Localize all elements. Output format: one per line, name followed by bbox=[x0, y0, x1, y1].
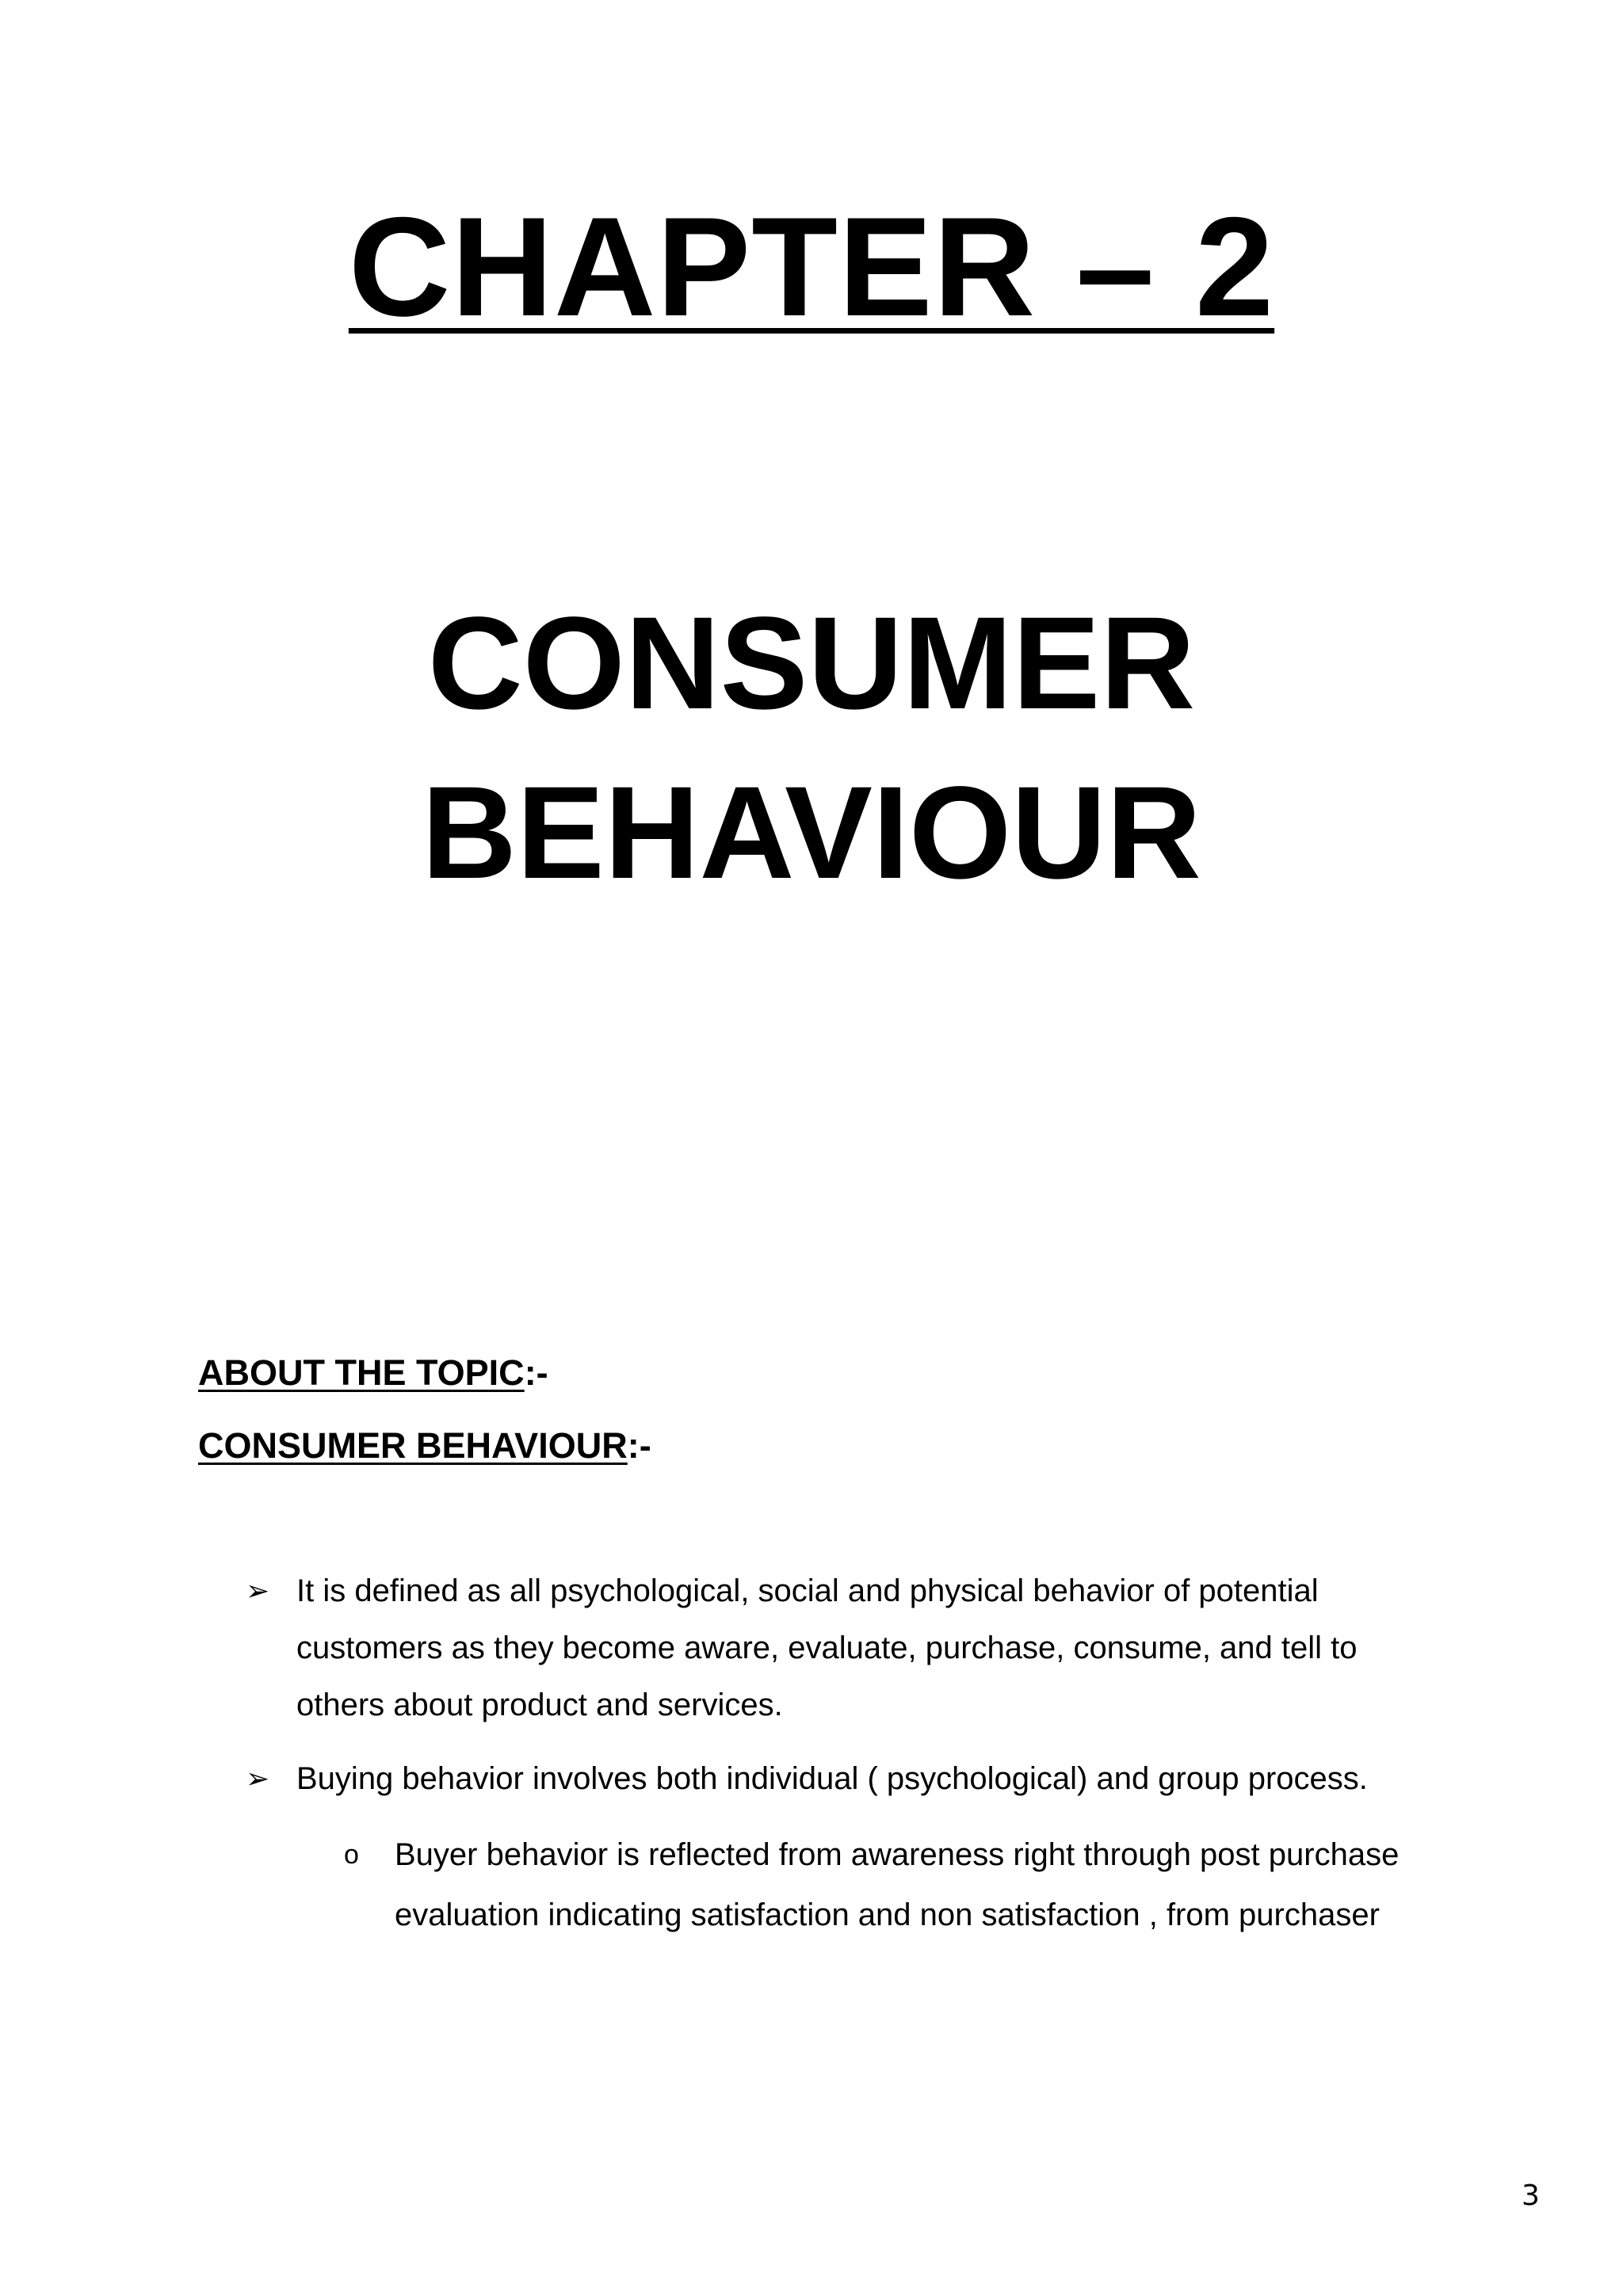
topic-title-line-2: BEHAVIOUR bbox=[422, 760, 1201, 906]
consumer-behaviour-heading bbox=[198, 1422, 651, 1470]
arrow-bullet-icon: ➢ bbox=[246, 1574, 270, 1607]
about-topic-heading-text: ABOUT THE TOPIC bbox=[198, 1352, 525, 1393]
chapter-heading bbox=[0, 188, 1623, 345]
page-number: 3 bbox=[1522, 2180, 1540, 2212]
about-topic-heading bbox=[198, 1349, 548, 1397]
sub-bullet-text: Buyer behavior is reflected from awareness right through post purchase evaluation indicating satisfaction and non satisfaction , from purchaser bbox=[395, 1837, 1400, 1932]
chapter-title-text: CHAPTER – 2 bbox=[348, 188, 1275, 345]
bullet-text: It is defined as all psychological, social and physical behavior of potential customers as they become aware, evaluate, purchase, consume, and tell to others about product and services. bbox=[296, 1573, 1358, 1722]
consumer-behaviour-heading-suffix: :- bbox=[627, 1425, 651, 1466]
topic-title-line-1: CONSUMER bbox=[427, 590, 1196, 737]
consumer-behaviour-heading-text: CONSUMER BEHAVIOUR bbox=[198, 1425, 628, 1466]
bullet-text: Buying behavior involves both individual ( psychological) and group process. bbox=[296, 1761, 1368, 1796]
circle-bullet-icon: o bbox=[344, 1840, 359, 1870]
about-topic-heading-suffix: :- bbox=[524, 1352, 548, 1393]
arrow-bullet-icon: ➢ bbox=[246, 1762, 270, 1794]
